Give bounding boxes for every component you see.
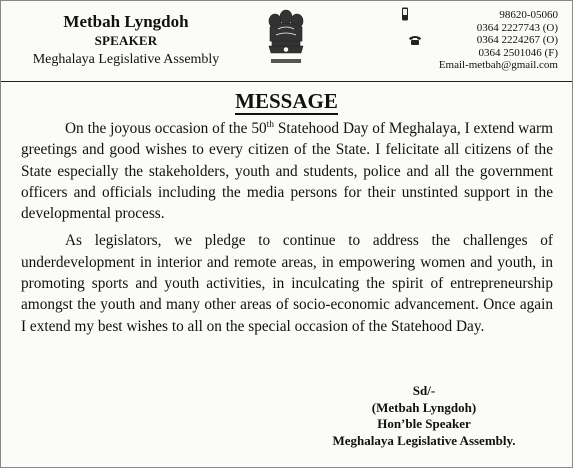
mobile-row <box>408 9 558 22</box>
telephone-icon <box>408 35 422 45</box>
signature-sd: Sd/- <box>412 383 436 398</box>
letterhead <box>1 1 572 82</box>
sender-name: Metbah Lyngdoh <box>63 12 189 31</box>
message-paragraph-2 <box>21 230 553 336</box>
paragraph-1-text: On the joyous occasion of the 50th Statehood Day of Meghalaya, I extend warm greetings and good wishes to every citizen of the State. I felicitate all citizens of the State especially the stakeholders, youth and students, police and all the government officers and officials including the media persons for their unstinted support in the developmental process. <box>21 119 554 223</box>
sender-block <box>11 11 241 70</box>
paragraph-2-text: As legislators, we pledge to continue to address the challenges of underdevelopment in interior and remote areas, in empowering women and youth, in promoting sports and youth activities, in inculcating the spirit of entrepreneurship amongst the youth and many other areas of socio-economic advancement. Once again I extend my best wishes to all on the special occasion of the Statehood Day. <box>21 232 553 335</box>
fax-number: 0364 2501046 (F) <box>478 46 558 59</box>
contact-block <box>408 9 558 72</box>
message-paragraph-1 <box>21 118 553 224</box>
email-address: Email-metbah@gmail.com <box>438 59 558 71</box>
office-number-1: 0364 2227743 (O) <box>476 21 558 34</box>
message-heading <box>1 89 572 113</box>
signature-block <box>299 383 549 449</box>
mobile-phone-icon <box>400 7 410 21</box>
sender-organization: Meghalaya Legislative Assembly <box>32 52 220 67</box>
message-body <box>21 118 553 343</box>
signatory-name: (Metbah Lyngdoh) <box>371 399 477 415</box>
state-emblem-icon <box>256 7 316 73</box>
sender-designation: SPEAKER <box>94 33 158 48</box>
message-heading-text: MESSAGE <box>235 89 338 113</box>
signatory-title: Hon’ble Speaker <box>377 416 471 431</box>
signatory-organization: Meghalaya Legislative Assembly. <box>332 432 516 448</box>
mobile-number: 98620-05060 <box>499 9 558 21</box>
office-number-2: 0364 2224267 (O) <box>476 34 558 46</box>
office-row-2 <box>408 34 558 47</box>
